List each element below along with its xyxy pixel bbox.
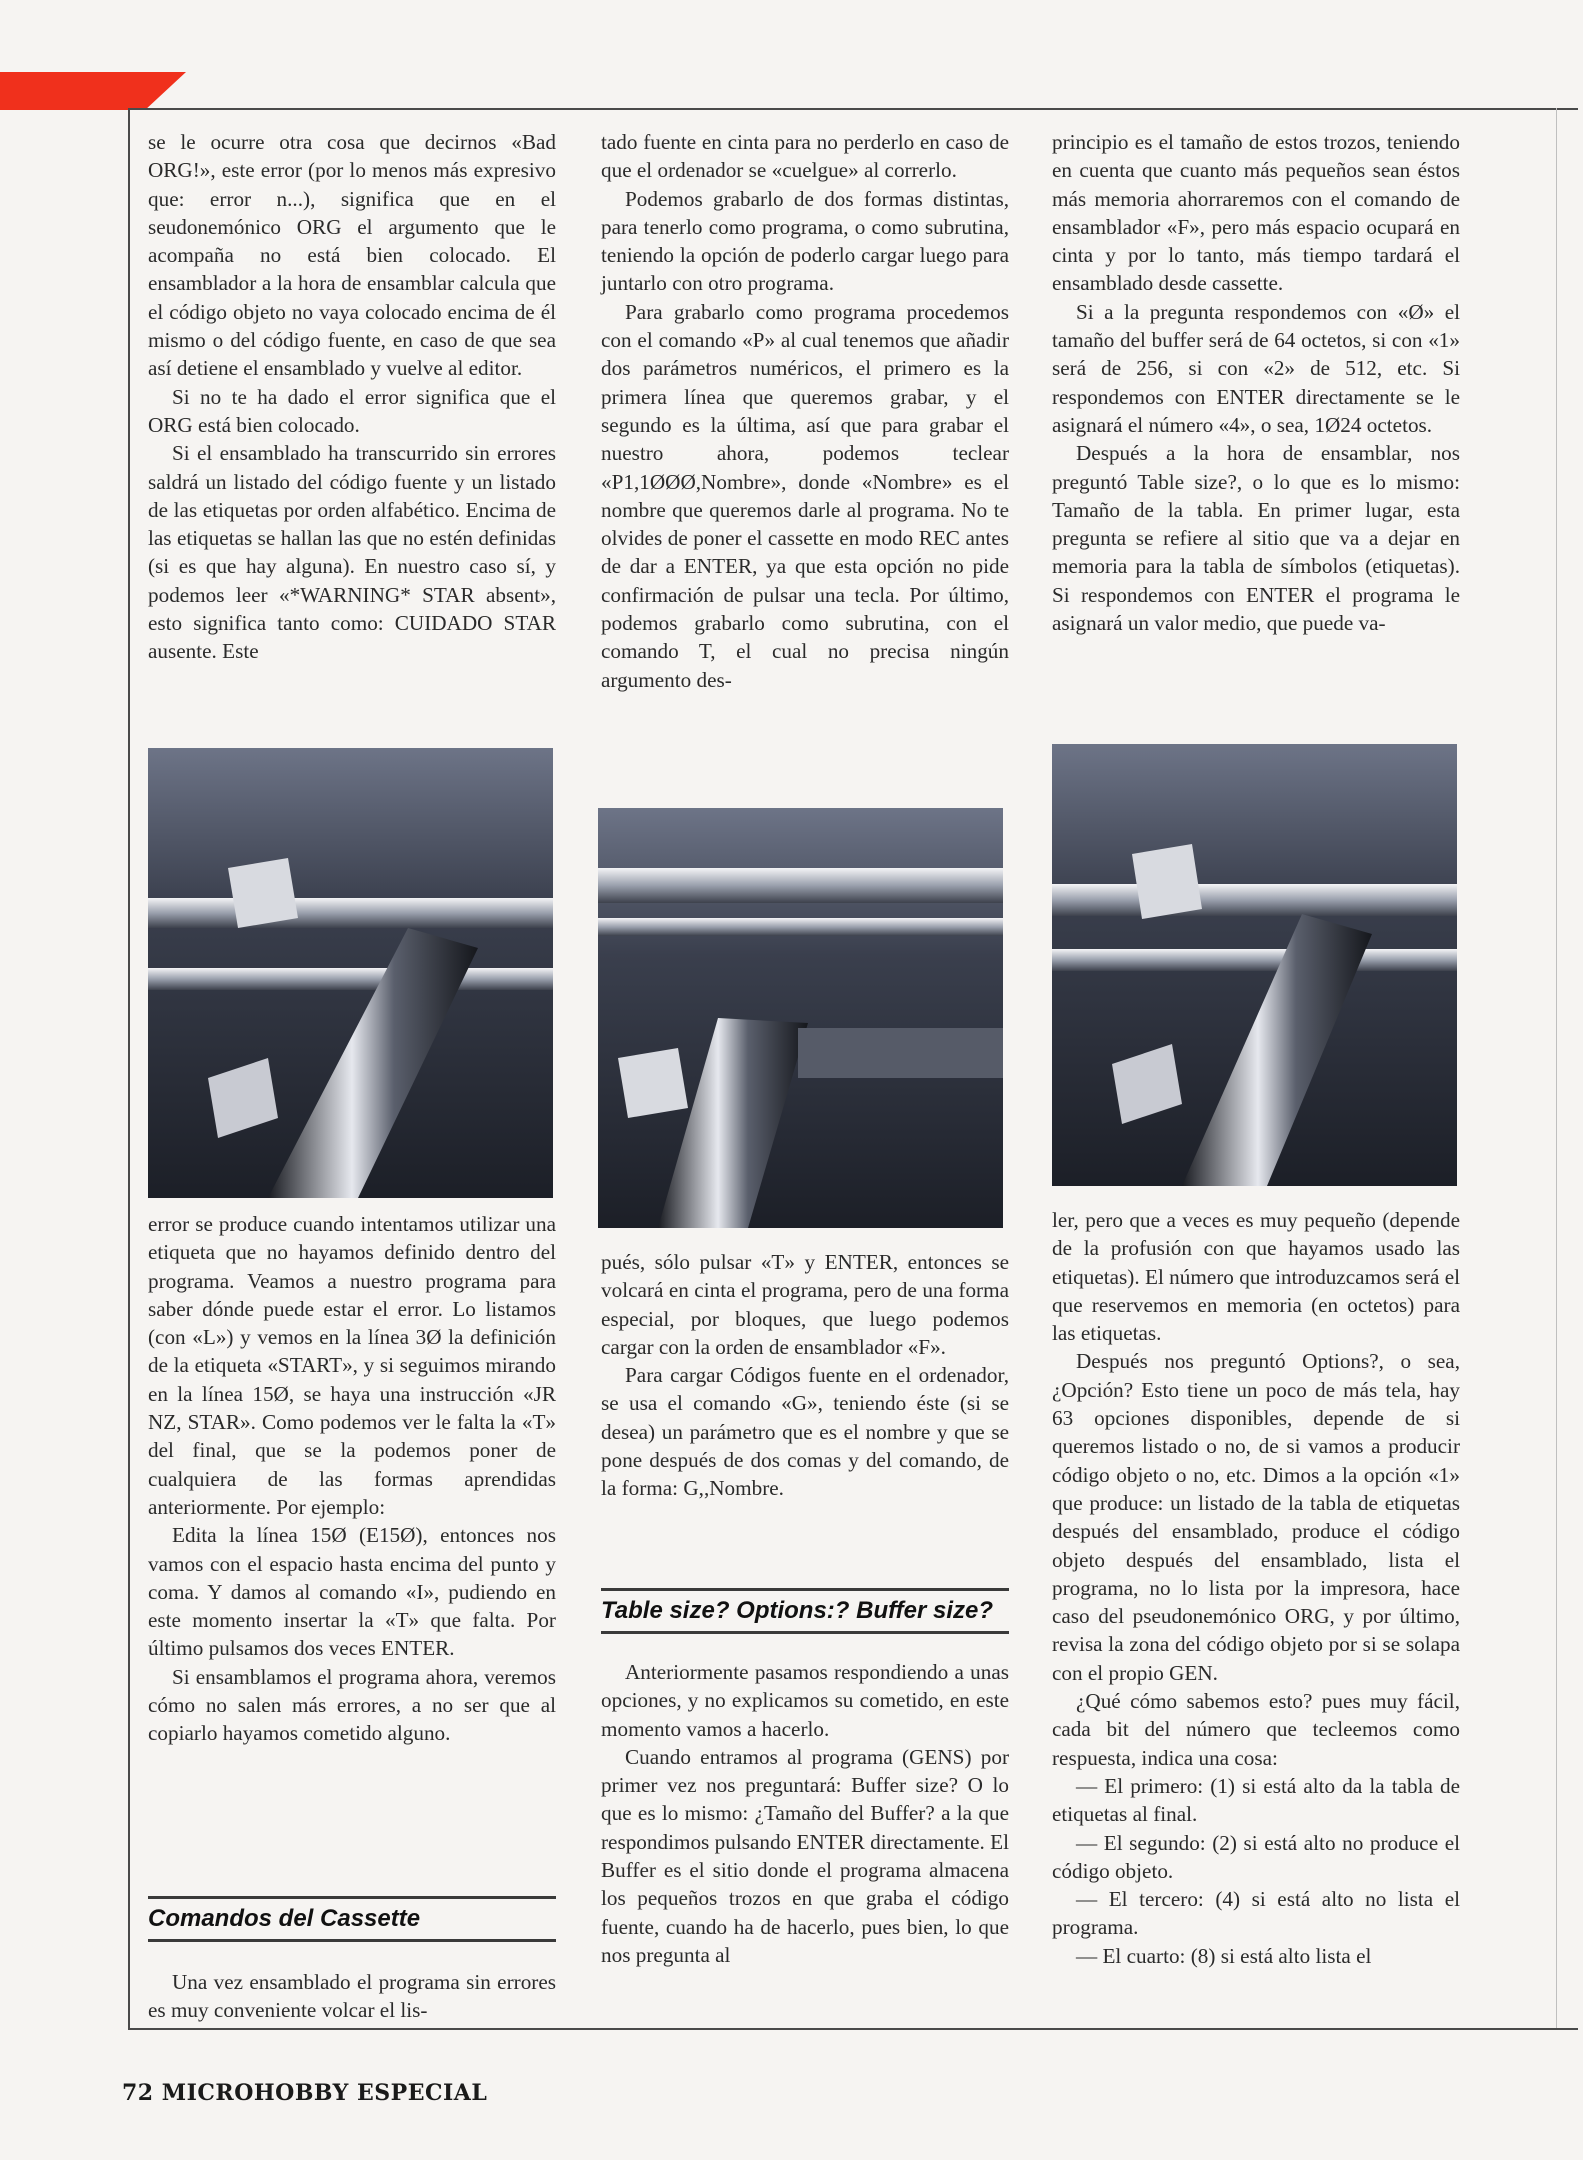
left-frame-line <box>128 108 130 2030</box>
paragraph: Una vez ensamblado el programa sin errores es muy conveniente volcar el lis- <box>148 1970 556 2023</box>
paragraph: Edita la línea 15Ø (E15Ø), entonces nos vamos con el espacio hasta encima del punto y coma. Y damos al comando «I», pudiendo en este momento insertar la «T» que falta. Por último pulsamos dos veces ENTER. <box>148 1523 556 1661</box>
paragraph: Anteriormente pasamos respondiendo a unas opciones, y no explicamos su cometido, en este momento vamos a hacerlo. <box>601 1660 1009 1741</box>
paragraph: ler, pero que a veces es muy pequeño (depende de la profusión con que hayamos usado las etiquetas). El número que introduzcamos será el que reservemos en memoria (en octetos) para las etiquetas. <box>1052 1208 1460 1346</box>
tape-head-photo-right <box>1052 744 1457 1186</box>
paragraph: Cuando entramos al programa (GENS) por primer vez nos preguntará: Buffer size? O lo que es lo mismo: ¿Tamaño del Buffer? a la que respondimos pulsando ENTER directamente. El Buffer es el sitio donde el programa almacena los pequeños trozos en que graba el código fuente, cuando ha de hacerlo, pues bien, lo que nos pregunta al <box>601 1744 1009 1967</box>
col1-after-heading <box>148 1968 556 2025</box>
tape-head-photo-left <box>148 748 553 1198</box>
paragraph: Si ensamblamos el programa ahora, veremos cómo no salen más errores, a no ser que al copiarlo hayamos cometido alguno. <box>148 1664 556 1746</box>
paragraph: Si a la pregunta respondemos con «Ø» el tamaño del buffer será de 64 octetos, si con «1» será de 256, si con «2» de 512, etc. Si respondemos con ENTER directamente se le asignará el número «4», o sea, 1Ø24 octetos. <box>1052 299 1460 437</box>
paragraph: tado fuente en cinta para no perderlo en caso de que el ordenador se «cuelgue» al correrlo. <box>601 130 1009 183</box>
paragraph: Después a la hora de ensamblar, nos preguntó Table size?, o lo que es lo mismo: Tamaño de la tabla. En primer lugar, esta pregunta se refiere al sitio que va a dejar en memoria para la tabla de símbolos (etiquetas). Si respondemos con ENTER el programa le asignará un valor medio, que puede va- <box>1052 441 1460 636</box>
paragraph: Si no te ha dado el error significa que el ORG está bien colocado. <box>148 384 556 437</box>
paragraph: Para grabarlo como programa procedemos con el comando «P» al cual tenemos que añadir dos parámetros numéricos, el primero es la primera línea que queremos grabar, y el segundo es la última, así que para grabar el nuestro ahora, podemos teclear «P1,1ØØØ,Nombre», donde «Nombre» es el nombre que queremos darle al programa. No te olvides de poner el cassette en modo REC antes de dar a ENTER, ya que esta opción no pide confirmación de pulsar una tecla. Por último, podemos grabarlo como subrutina, con el comando T, el cual no precisa ningún argumento des- <box>601 299 1009 692</box>
section-heading-cassette <box>148 1896 556 1942</box>
paragraph: Para cargar Códigos fuente en el ordenador, se usa el comando «G», teniendo éste (si se desea) un parámetro que es el nombre y que se pone después de dos comas y del comando, de la forma: G,,Nombre. <box>601 1363 1009 1501</box>
list-item: — El tercero: (4) si está alto no lista el programa. <box>1052 1887 1460 1940</box>
col3-bottom-text <box>1052 1206 1460 1970</box>
list-item: — El cuarto: (8) si está alto lista el <box>1076 1943 1372 1968</box>
heading-text: Comandos del Cassette <box>148 1905 421 1932</box>
col2-after-heading <box>601 1658 1009 1969</box>
heading-text: Table size? Options:? Buffer size? <box>601 1597 994 1624</box>
col1-top-text <box>148 128 556 666</box>
col1-bottom-text <box>148 1210 556 1748</box>
paragraph: Después nos preguntó Options?, o sea, ¿Opción? Esto tiene un poco de más tela, hay 63 opciones disponibles, depende de si queremos listado o no, de si vamos a producir código objeto o no, etc. Dimos a la opción «1» que produce: un listado de la tabla de etiquetas después del ensamblado, produce el código objeto después del ensamblado, lista el programa, no lo lista por la impresora, hace caso del pseudonemónico ORG, y por último, revisa la zona del código objeto por si se solapa con el propio GEN. <box>1052 1349 1460 1685</box>
right-frame-line <box>1556 108 1557 2030</box>
col2-top-text <box>601 128 1009 694</box>
red-corner-tab <box>0 72 186 110</box>
col2-bottom-text <box>601 1248 1009 1503</box>
paragraph: ¿Qué cómo sabemos esto? pues muy fácil, cada bit del número que tecleemos como respuesta, indica una cosa: <box>1052 1689 1460 1770</box>
heading-rule <box>601 1631 1009 1634</box>
section-heading-options <box>601 1588 1009 1634</box>
top-rule <box>128 108 1578 110</box>
col3-top-text <box>1052 128 1460 637</box>
list-item: — El segundo: (2) si está alto no produce el código objeto. <box>1052 1830 1460 1883</box>
paragraph: Podemos grabarlo de dos formas distintas, para tenerlo como programa, o como subrutina, teniendo la opción de poderlo cargar luego para juntarlo con otro programa. <box>601 186 1009 296</box>
paragraph: pués, sólo pulsar «T» y ENTER, entonces se volcará en cinta el programa, pero de una forma especial, por bloques, que luego podemos cargar con la orden de ensamblador «F». <box>601 1250 1009 1359</box>
paragraph: se le ocurre otra cosa que decirnos «Bad ORG!», este error (por lo menos más expresivo que: error n...), significa que en el seudonemónico ORG el argumento que le acompaña no está bien colocado. El ensamblador a la hora de ensamblar calcula que el código objeto no vaya colocado encima de él mismo o del código fuente, en caso de que sea así detiene el ensamblado y vuelve al editor. <box>148 130 556 381</box>
paragraph: Si el ensamblado ha transcurrido sin errores saldrá un listado del código fuente y un listado de las etiquetas por orden alfabético. Encima de las etiquetas se hallan las que no estén definidas (si es que hay alguna). En nuestro caso sí, y podemos leer «*WARNING* STAR absent», esto significa tanto como: CUIDADO STAR ausente. Este <box>148 441 556 664</box>
tape-head-photo-center <box>598 808 1003 1228</box>
bottom-rule <box>128 2028 1578 2030</box>
list-item: — El primero: (1) si está alto da la tabla de etiquetas al final. <box>1052 1773 1460 1827</box>
heading-rule <box>148 1939 556 1942</box>
page-footer: 72 MICROHOBBY ESPECIAL <box>122 2080 488 2106</box>
paragraph: principio es el tamaño de estos trozos, teniendo en cuenta que cuanto más pequeños sean éstos más memoria ahorraremos con el comando de ensamblador «F», pero más espacio ocupará en cinta y por lo tanto, más tiempo tardará el ensamblado desde cassette. <box>1052 130 1460 296</box>
paragraph: error se produce cuando intentamos utilizar una etiqueta que no hayamos definido dentro del programa. Veamos a nuestro programa para saber dónde puede estar el error. Lo listamos (con «L») y vemos en la línea 3Ø la definición de la etiqueta «START», y si seguimos mirando en la línea 15Ø, se haya una instrucción «JR NZ, STAR». Como podemos ver le falta la «T» del final, que se la podemos poner de cualquiera de las formas aprendidas anteriormente. Por ejemplo: <box>148 1212 556 1519</box>
